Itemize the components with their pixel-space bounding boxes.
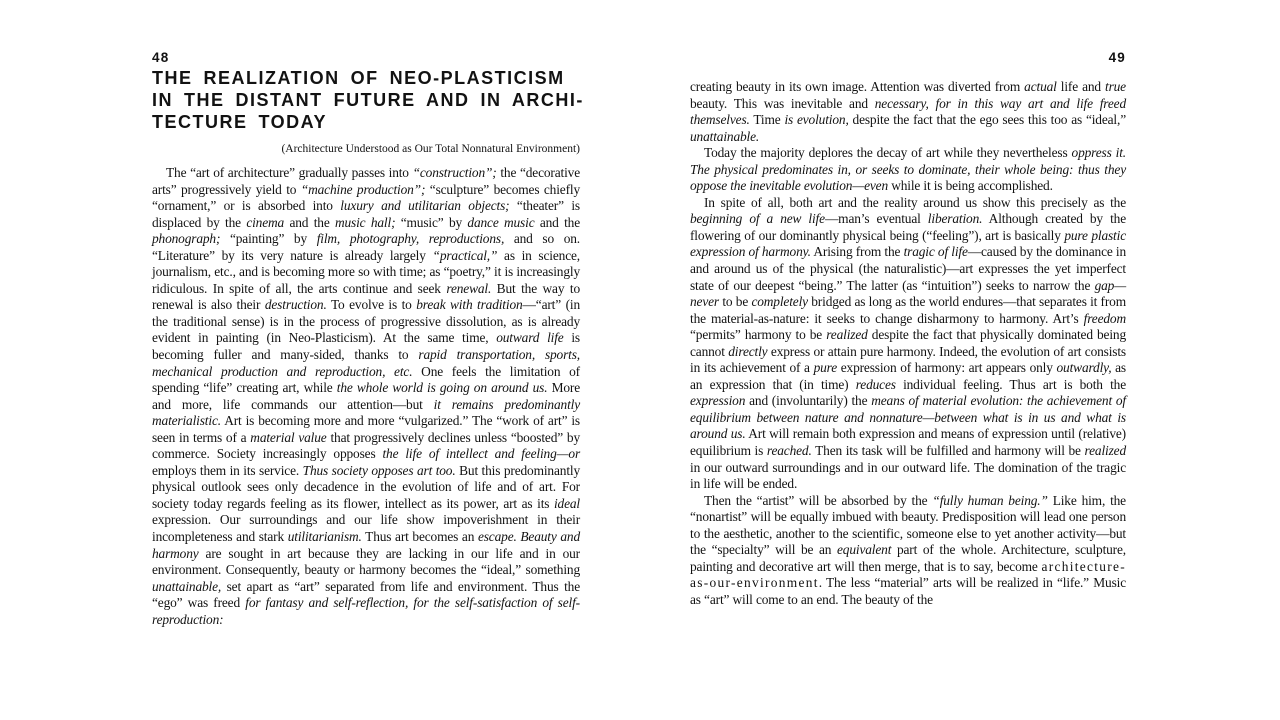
paragraph: Then the “artist” will be absorbed by the “fully human being.” Like him, the “nonartist” will be equally imbued with beauty. Predisposition will lead one person to the aesthetic, another to the scientific, someone else to yet another activity—but the “specialty” will be an equivalent part of the whole. Architecture, sculpture, painting and decorative art will then merge, that is to say, become architecture-as-our-environment. The less “material” arts will be realized in “life.” Music as “art” will come to an end. The beauty of the [690, 492, 1126, 607]
chapter-title-line-2: IN THE DISTANT FUTURE AND IN ARCHI- [152, 90, 584, 110]
body-text-right [690, 79, 1126, 609]
body-text-left [152, 165, 580, 628]
paragraph: creating beauty in its own image. Attention was diverted from actual life and true beauty. This was inevitable and necessary, for in this way art and life freed themselves. Time is evolution, despite the fact that the ego sees this too as “ideal,” unattainable. [690, 79, 1126, 144]
chapter-title-line-1: THE REALIZATION OF NEO-PLASTICISM [152, 68, 565, 88]
paragraph: In spite of all, both art and the reality around us show this precisely as the beginning of a new life—man’s eventual liberation. Although created by the flowering of our dominantly physical being (“feeling”), art is basically pure plastic expression of harmony. Arising from the tragic of life—caused by the dominance in and around us of the physical (the naturalistic)—art expresses the yet imperfect state of our deepest “being.” The latter (as “intuition”) seeks to narrow the gap—never to be completely bridged as long as the world endures—that separates it from the material-as-nature: it seeks to change disharmony to harmony. Art’s freedom “permits” harmony to be realized despite the fact that physically dominated being cannot directly express or attain pure harmony. Indeed, the evolution of art consists in its achievement of a pure expression of harmony: art appears only outwardly, as an expression that (in time) reduces individual feeling. Thus art is both the expression and (involuntarily) the means of material evolution: the achievement of equilibrium between nature and nonnature—between what is in us and what is around us. Art will remain both expression and means of expression until (relative) equilibrium is reached. Then its task will be fulfilled and harmony will be realized in our outward surroundings and in our outward life. The domination of the tragic in life will be ended. [690, 194, 1127, 492]
page-right [690, 0, 1126, 720]
page-number-right: 49 [1108, 50, 1126, 65]
chapter-subtitle: (Architecture Understood as Our Total Nonnatural Environment) [281, 143, 580, 155]
page-left [152, 0, 584, 720]
chapter-title [152, 67, 584, 133]
paragraph: The “art of architecture” gradually passes into “construction”; the “decorative arts” progressively yield to “machine production”; “sculpture” becomes chiefly “ornament,” or is absorbed into luxury and utilitarian objects; “theater” is displaced by the cinema and the music hall; “music” by dance music and the phonograph; “painting” by film, photography, reproductions, and so on. “Literature” by its very nature is already largely “practical,” as in science, journalism, etc., and is becoming more so with time; as “poetry,” it is increasingly ridiculous. In spite of all, the arts continue and seek renewal. But the way to renewal is also their destruction. To evolve is to break with tradition—“art” (in the traditional sense) is in the process of progressive dissolution, as is already evident in painting (in Neo-Plasticism). At the same time, outward life is becoming fuller and many-sided, thanks to rapid transportation, sports, mechanical production and reproduction, etc. One feels the limitation of spending “life” creating art, while the whole world is going on around us. More and more, life commands our attention—but it remains predominantly materialistic. Art is becoming more and more “vulgarized.” The “work of art” is seen in terms of a material value that progressively declines unless “boosted” by commerce. Society increasingly opposes the life of intellect and feeling—or employs them in its service. Thus society opposes art too. But this predominantly physical outlook sees only decadence in the evolution of life and of art. For society today regards feeling as its flower, intellect as its power, art as its ideal expression. Our surroundings and our life show impoverishment in their incompleteness and stark utilitarianism. Thus art becomes an escape. Beauty and harmony are sought in art because they are lacking in our life and in our environment. Consequently, beauty or harmony becomes the “ideal,” something unattainable, set apart as “art” separated from life and environment. Thus the “ego” was freed for fantasy and self-reflection, for the self-satisfaction of self-reproduction: [152, 165, 581, 627]
paragraph: Today the majority deplores the decay of art while they nevertheless oppress it. The physical predominates in, or seeks to dominate, their whole being: thus they oppose the inevitable evolution—even while it is being accomplished. [690, 145, 1127, 194]
page-number-left: 48 [152, 50, 170, 65]
chapter-title-line-3: TECTURE TODAY [152, 112, 328, 132]
